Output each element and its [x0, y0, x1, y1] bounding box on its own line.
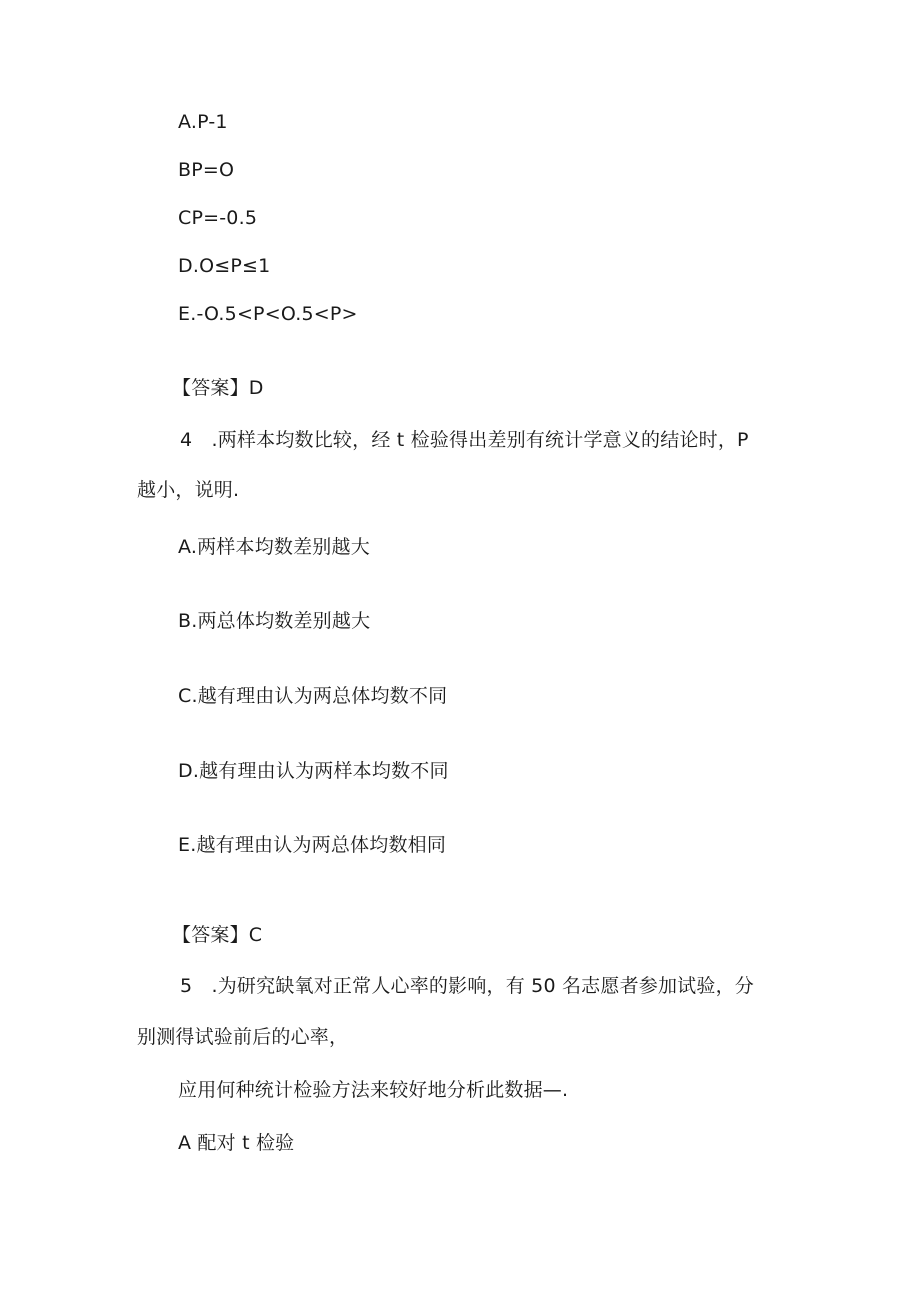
q5-stem-line2: 别测得试验前后的心率，: [137, 1026, 349, 1048]
q3-option-a: A.P-1: [178, 111, 228, 133]
q5-option-a: A 配对 t 检验: [178, 1132, 295, 1154]
q4-stem-line2: 越小，说明.: [137, 479, 240, 501]
q4-option-a: A.两样本均数差别越大: [178, 536, 370, 558]
q3-answer: 【答案】D: [172, 377, 264, 399]
q3-option-b: BP=O: [178, 159, 235, 181]
q3-option-e: E.-O.5<P<O.5<P>: [178, 303, 358, 325]
q4-option-c: C.越有理由认为两总体均数不同: [178, 685, 448, 707]
q5-stem-line3: 应用何种统计检验方法来较好地分析此数据—.: [178, 1079, 569, 1101]
q4-stem-line1: 4 .两样本均数比较，经 t 检验得出差别有统计学意义的结论时，P: [180, 429, 749, 451]
q5-stem-line1: 5 .为研究缺氧对正常人心率的影响，有 50 名志愿者参加试验，分: [180, 975, 754, 997]
q4-answer: 【答案】C: [172, 924, 263, 946]
q3-option-d: D.O≤P≤1: [178, 255, 271, 277]
q4-option-e: E.越有理由认为两总体均数相同: [178, 834, 447, 856]
q3-option-c: CP=-0.5: [178, 207, 258, 229]
q4-option-b: B.两总体均数差别越大: [178, 610, 371, 632]
q4-option-d: D.越有理由认为两样本均数不同: [178, 760, 449, 782]
